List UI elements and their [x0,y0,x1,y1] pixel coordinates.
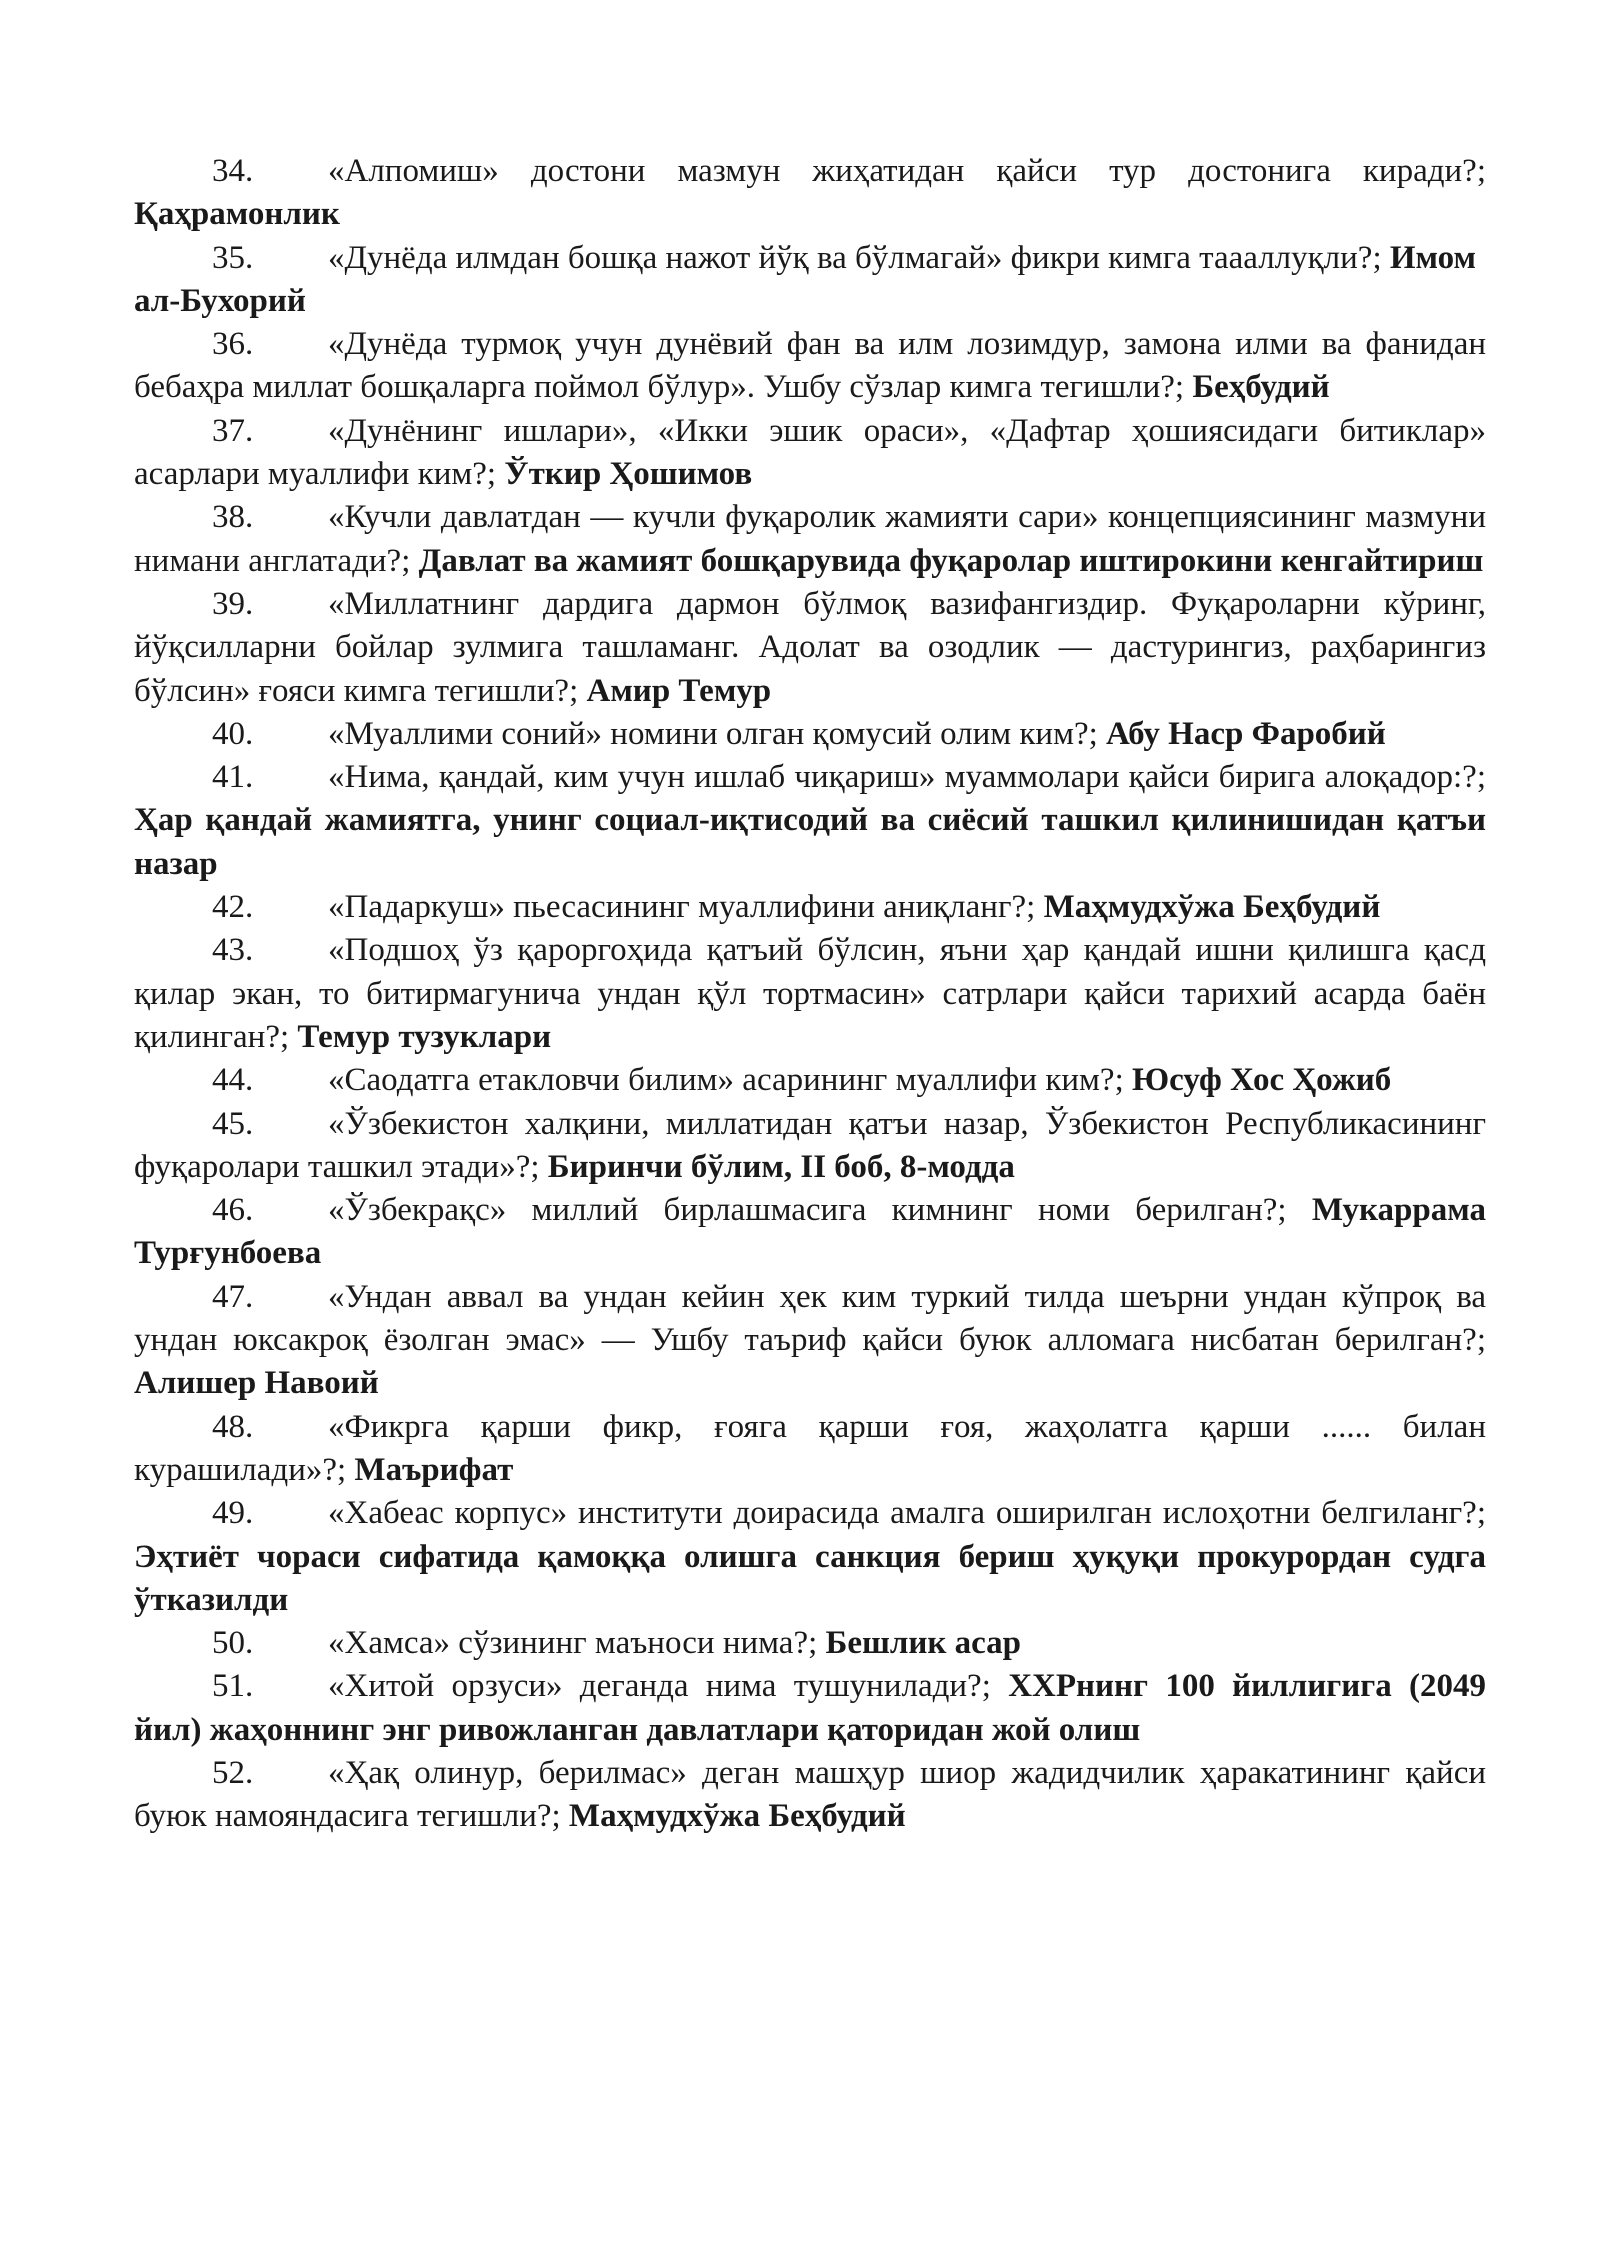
question-item [134,1492,1486,1622]
question-number: 51. [212,1668,254,1705]
answer-text: Давлат ва жамият бошқарувида фуқаролар иштирокини кенгайтириш [418,542,1484,579]
question-item [134,583,1486,713]
question-number: 52. [212,1754,254,1791]
question-text: «Нима, қандай, ким учун ишлаб чиқариш» муаммолари қайси бирига алоқадор:?; [328,759,1486,796]
answer-text: Амир Темур [586,672,772,709]
question-number: 36. [212,326,254,363]
answer-text: Юсуф Хос Ҳожиб [1132,1062,1392,1099]
question-item [134,496,1486,583]
answer-text: Темур тузуклари [297,1018,552,1055]
question-number: 49. [212,1495,254,1532]
question-text: «Подшоҳ ўз қароргоҳида қатъий бўлсин, яъни ҳар қандай ишни қилишга қасд қилар экан, то битирмагунича ундан қўл тортмасин» сатрлари қайси тарихий асарда баён қилинган?; [134,932,1486,1055]
question-text: «Хитой орзуси» деганда нима тушунилади?; [328,1668,991,1705]
question-number: 42. [212,889,254,926]
question-item [134,1103,1486,1190]
answer-text: ХХРнинг 100 йиллигига (2049 йил) жаҳоннинг энг ривожланган давлатлари қаторидан жой олиш [134,1668,1487,1748]
question-text: «Муаллими соний» номини олган қомусий олим ким?; [328,715,1098,752]
answer-text: Алишер Навоий [134,1365,379,1402]
question-number: 43. [212,932,254,969]
question-item [134,1406,1486,1493]
question-text: «Падаркуш» пьесасининг муаллифини аниқланг?; [328,889,1036,926]
question-item [134,713,1486,756]
question-text: «Дунёда илмдан бошқа нажот йўқ ва бўлмагай» фикри кимга таааллуқли?; [328,239,1382,276]
question-number: 47. [212,1278,254,1315]
question-number: 45. [212,1105,254,1142]
question-number: 37. [212,412,254,449]
question-item [134,1276,1486,1406]
question-item [134,323,1486,410]
answer-text: Ўткир Ҳошимов [504,456,753,493]
question-text: «Ўзбекистон халқини, миллатидан қатъи назар, Ўзбекистон Республикасининг фуқаролари ташкил этади»?; [134,1105,1486,1185]
question-number: 35. [212,239,254,276]
question-text: «Ҳақ олинур, берилмас» деган машҳур шиор жадидчилик ҳаракатининг қайси буюк намояндасига тегишли?; [134,1754,1486,1835]
answer-text: Эҳтиёт чораси сифатида қамоққа олишга санкция бериш ҳуқуқи прокурордан судга ўтказилди [134,1538,1486,1618]
question-number: 34. [212,153,254,189]
answer-text: Маҳмудхўжа Беҳбудий [568,1798,906,1835]
question-number: 46. [212,1192,254,1229]
question-text: «Хамса» сўзининг маъноси нима?; [328,1625,818,1662]
document-page [134,150,1486,1839]
answer-text: Имом ал-Бухорий [134,239,1476,319]
question-text: «Хабеас корпус» институти доирасида амалга оширилган ислоҳотни белгиланг?; [328,1495,1486,1532]
question-number: 48. [212,1408,254,1445]
question-item [134,1059,1486,1102]
answer-text: Мукаррама Турғунбоева [134,1192,1486,1272]
question-item [134,1752,1486,1839]
question-item [134,1665,1486,1752]
question-text: «Миллатнинг дардига дармон бўлмоқ вазифангиздир. Фуқароларни кўринг, йўқсилларни бойлар зулмига ташламанг. Адолат ва озодлик — дастурингиз, раҳбарингиз бўлсин» ғояси кимга тегишли?; [134,585,1486,709]
question-number: 41. [212,759,254,796]
question-item [134,756,1486,886]
question-item [134,150,1486,237]
answer-text: Қаҳрамонлик [134,196,340,233]
question-item [134,1622,1486,1665]
question-number: 50. [212,1625,254,1662]
answer-text: Беҳбудий [1192,369,1330,406]
question-item [134,886,1486,929]
question-number: 38. [212,499,254,536]
answer-text: Маҳмудхўжа Беҳбудий [1043,889,1381,926]
answer-text: Абу Наср Фаробий [1106,715,1386,752]
question-number: 44. [212,1062,254,1099]
answer-text: Маърифат [354,1451,514,1488]
question-text: «Дунёнинг ишлари», «Икки эшик ораси», «Дафтар ҳошиясидаги битиклар» асарлари муаллифи ким?; [134,412,1486,493]
question-text: «Фикрга қарши фикр, ғояга қарши ғоя, жаҳолатга қарши ...... билан курашилади»?; [134,1408,1486,1488]
question-text: «Дунёда турмоқ учун дунёвий фан ва илм лозимдур, замона илми ва фанидан бебаҳра миллат бошқаларга поймол бўлур». Ушбу сўзлар кимга тегишли?; [134,326,1486,406]
question-text: «Ўзбекрақс» миллий бирлашмасига кимнинг номи берилган?; [328,1192,1287,1229]
answer-text: Биринчи бўлим, II боб, 8-модда [547,1148,1015,1185]
question-number: 39. [212,585,254,622]
answer-text: Бешлик асар [825,1625,1022,1662]
question-text: «Алпомиш» достони мазмун жиҳатидан қайси тур достонига киради?; [328,153,1486,189]
question-text: «Ундан аввал ва ундан кейин ҳек ким туркий тилда шеърни ундан кўпроқ ва ундан юксакроқ ёзолган эмас» — Ушбу таъриф қайси буюк алломага нисбатан берилган?; [134,1278,1486,1359]
question-item [134,1189,1486,1276]
answer-text: Ҳар қандай жамиятга, унинг социал-иқтисодий ва сиёсий ташкил қилинишидан қатъи назар [134,802,1486,882]
question-item [134,237,1486,324]
question-item [134,410,1486,497]
question-item [134,929,1486,1059]
question-text: «Саодатга етакловчи билим» асарининг муаллифи ким?; [328,1062,1124,1099]
question-number: 40. [212,715,254,752]
question-text: «Кучли давлатдан — кучли фуқаролик жамияти сари» концепциясининг мазмуни нимани англатади?; [134,499,1486,579]
